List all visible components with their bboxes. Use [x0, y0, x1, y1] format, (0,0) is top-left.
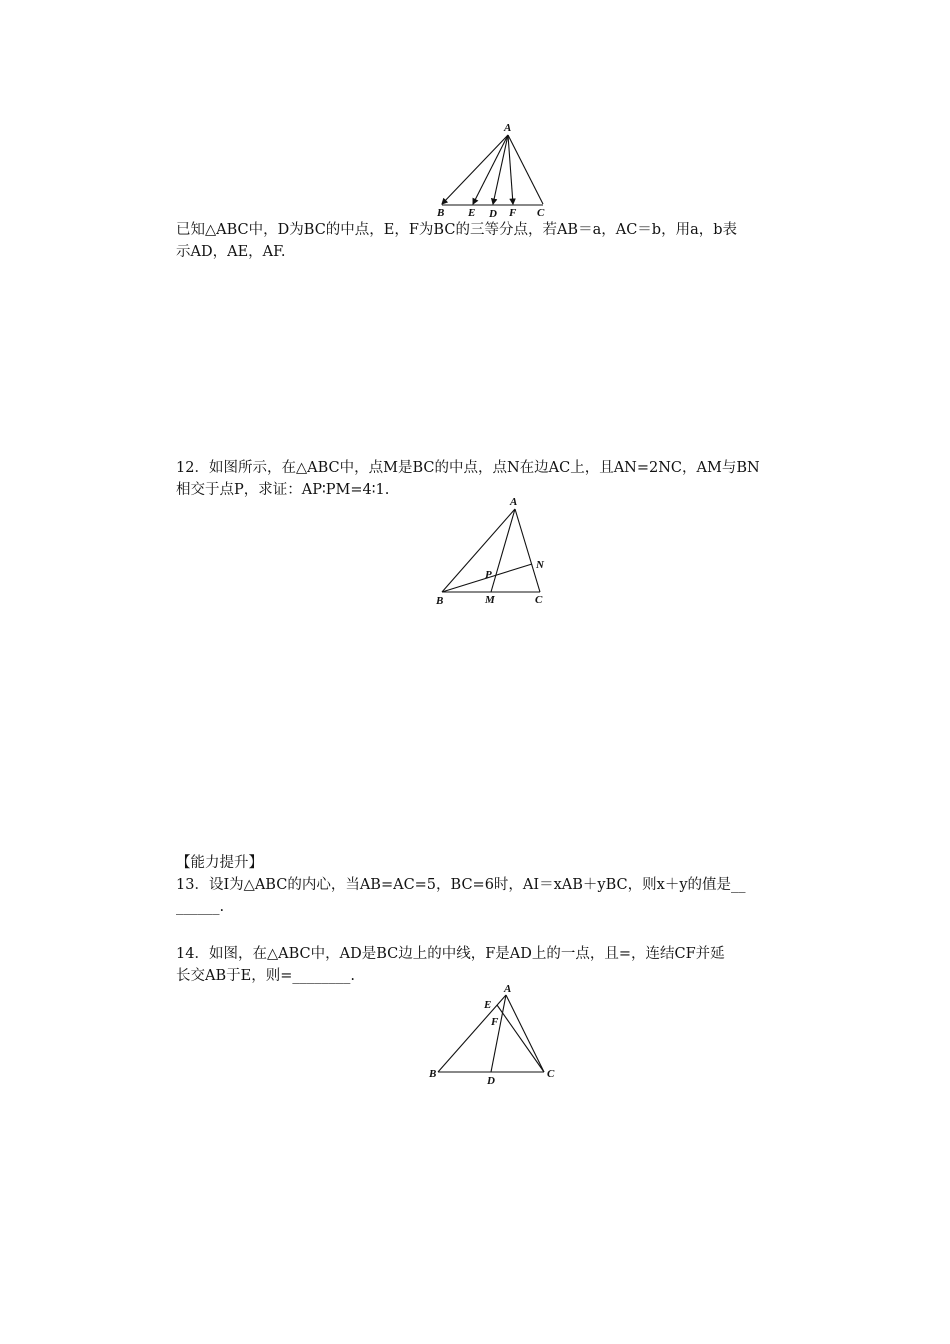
problem-13-line-2: ______. [176, 899, 225, 915]
problem-14-line-1: 14．如图，在△ABC中，AD是BC边上的中线，F是AD上的一点，且=，连结CF并延 [176, 946, 725, 962]
label-C: C [537, 207, 545, 219]
label-D: D [487, 1075, 495, 1087]
segment-AM [491, 509, 515, 592]
problem-11-line-1: 已知△ABC中，D为BC的中点，E，F为BC的三等分点，若AB＝a，AC＝b，用a，b表 [176, 222, 737, 238]
label-E: E [484, 999, 492, 1011]
label-C: C [535, 594, 543, 606]
label-E: E [468, 207, 476, 219]
segment-AB [438, 995, 506, 1072]
figure-vectors-triangle [430, 118, 560, 220]
figure-triangle-AM-BN [430, 494, 560, 606]
problem-13-line-1: 13．设I为△ABC的内心，当AB=AC=5，BC=6时，AI＝xAB＋yBC，则x＋y的值是__ [176, 877, 746, 893]
section-title: 【能力提升】 [176, 855, 263, 871]
problem-14-line-2: 长交AB于E，则=________. [176, 968, 355, 984]
label-N: N [536, 559, 544, 571]
problem-12-line-1: 12．如图所示，在△ABC中，点M是BC的中点，点N在边AC上，且AN=2NC，AM与BN [176, 460, 760, 476]
label-D: D [489, 208, 497, 220]
label-A: A [510, 496, 518, 508]
segment-AB [442, 509, 515, 592]
segment-CE [497, 1005, 544, 1072]
problem-11-line-2: 示AD，AE，AF. [176, 244, 286, 260]
segment-AC [506, 995, 544, 1072]
vector-AB [442, 135, 508, 204]
label-P: P [485, 569, 492, 581]
label-B: B [436, 595, 444, 606]
label-C: C [547, 1068, 555, 1080]
vector-AF [508, 135, 513, 204]
label-B: B [429, 1068, 437, 1080]
problem-13 [176, 874, 808, 918]
vector-AE [473, 135, 508, 204]
label-A: A [504, 122, 512, 134]
label-F: F [491, 1016, 499, 1028]
problem-12-line-2: 相交于点P，求证：AP∶PM=4∶1. [176, 482, 390, 498]
section-ability [176, 852, 808, 874]
segment-AC [508, 135, 543, 204]
figure-triangle-AD-CE [426, 980, 566, 1088]
problem-11 [176, 219, 808, 263]
label-M: M [485, 594, 495, 606]
vector-AD [493, 135, 508, 204]
label-F: F [509, 207, 517, 219]
segment-AC [515, 509, 540, 592]
label-A: A [504, 983, 512, 995]
label-B: B [437, 207, 445, 219]
